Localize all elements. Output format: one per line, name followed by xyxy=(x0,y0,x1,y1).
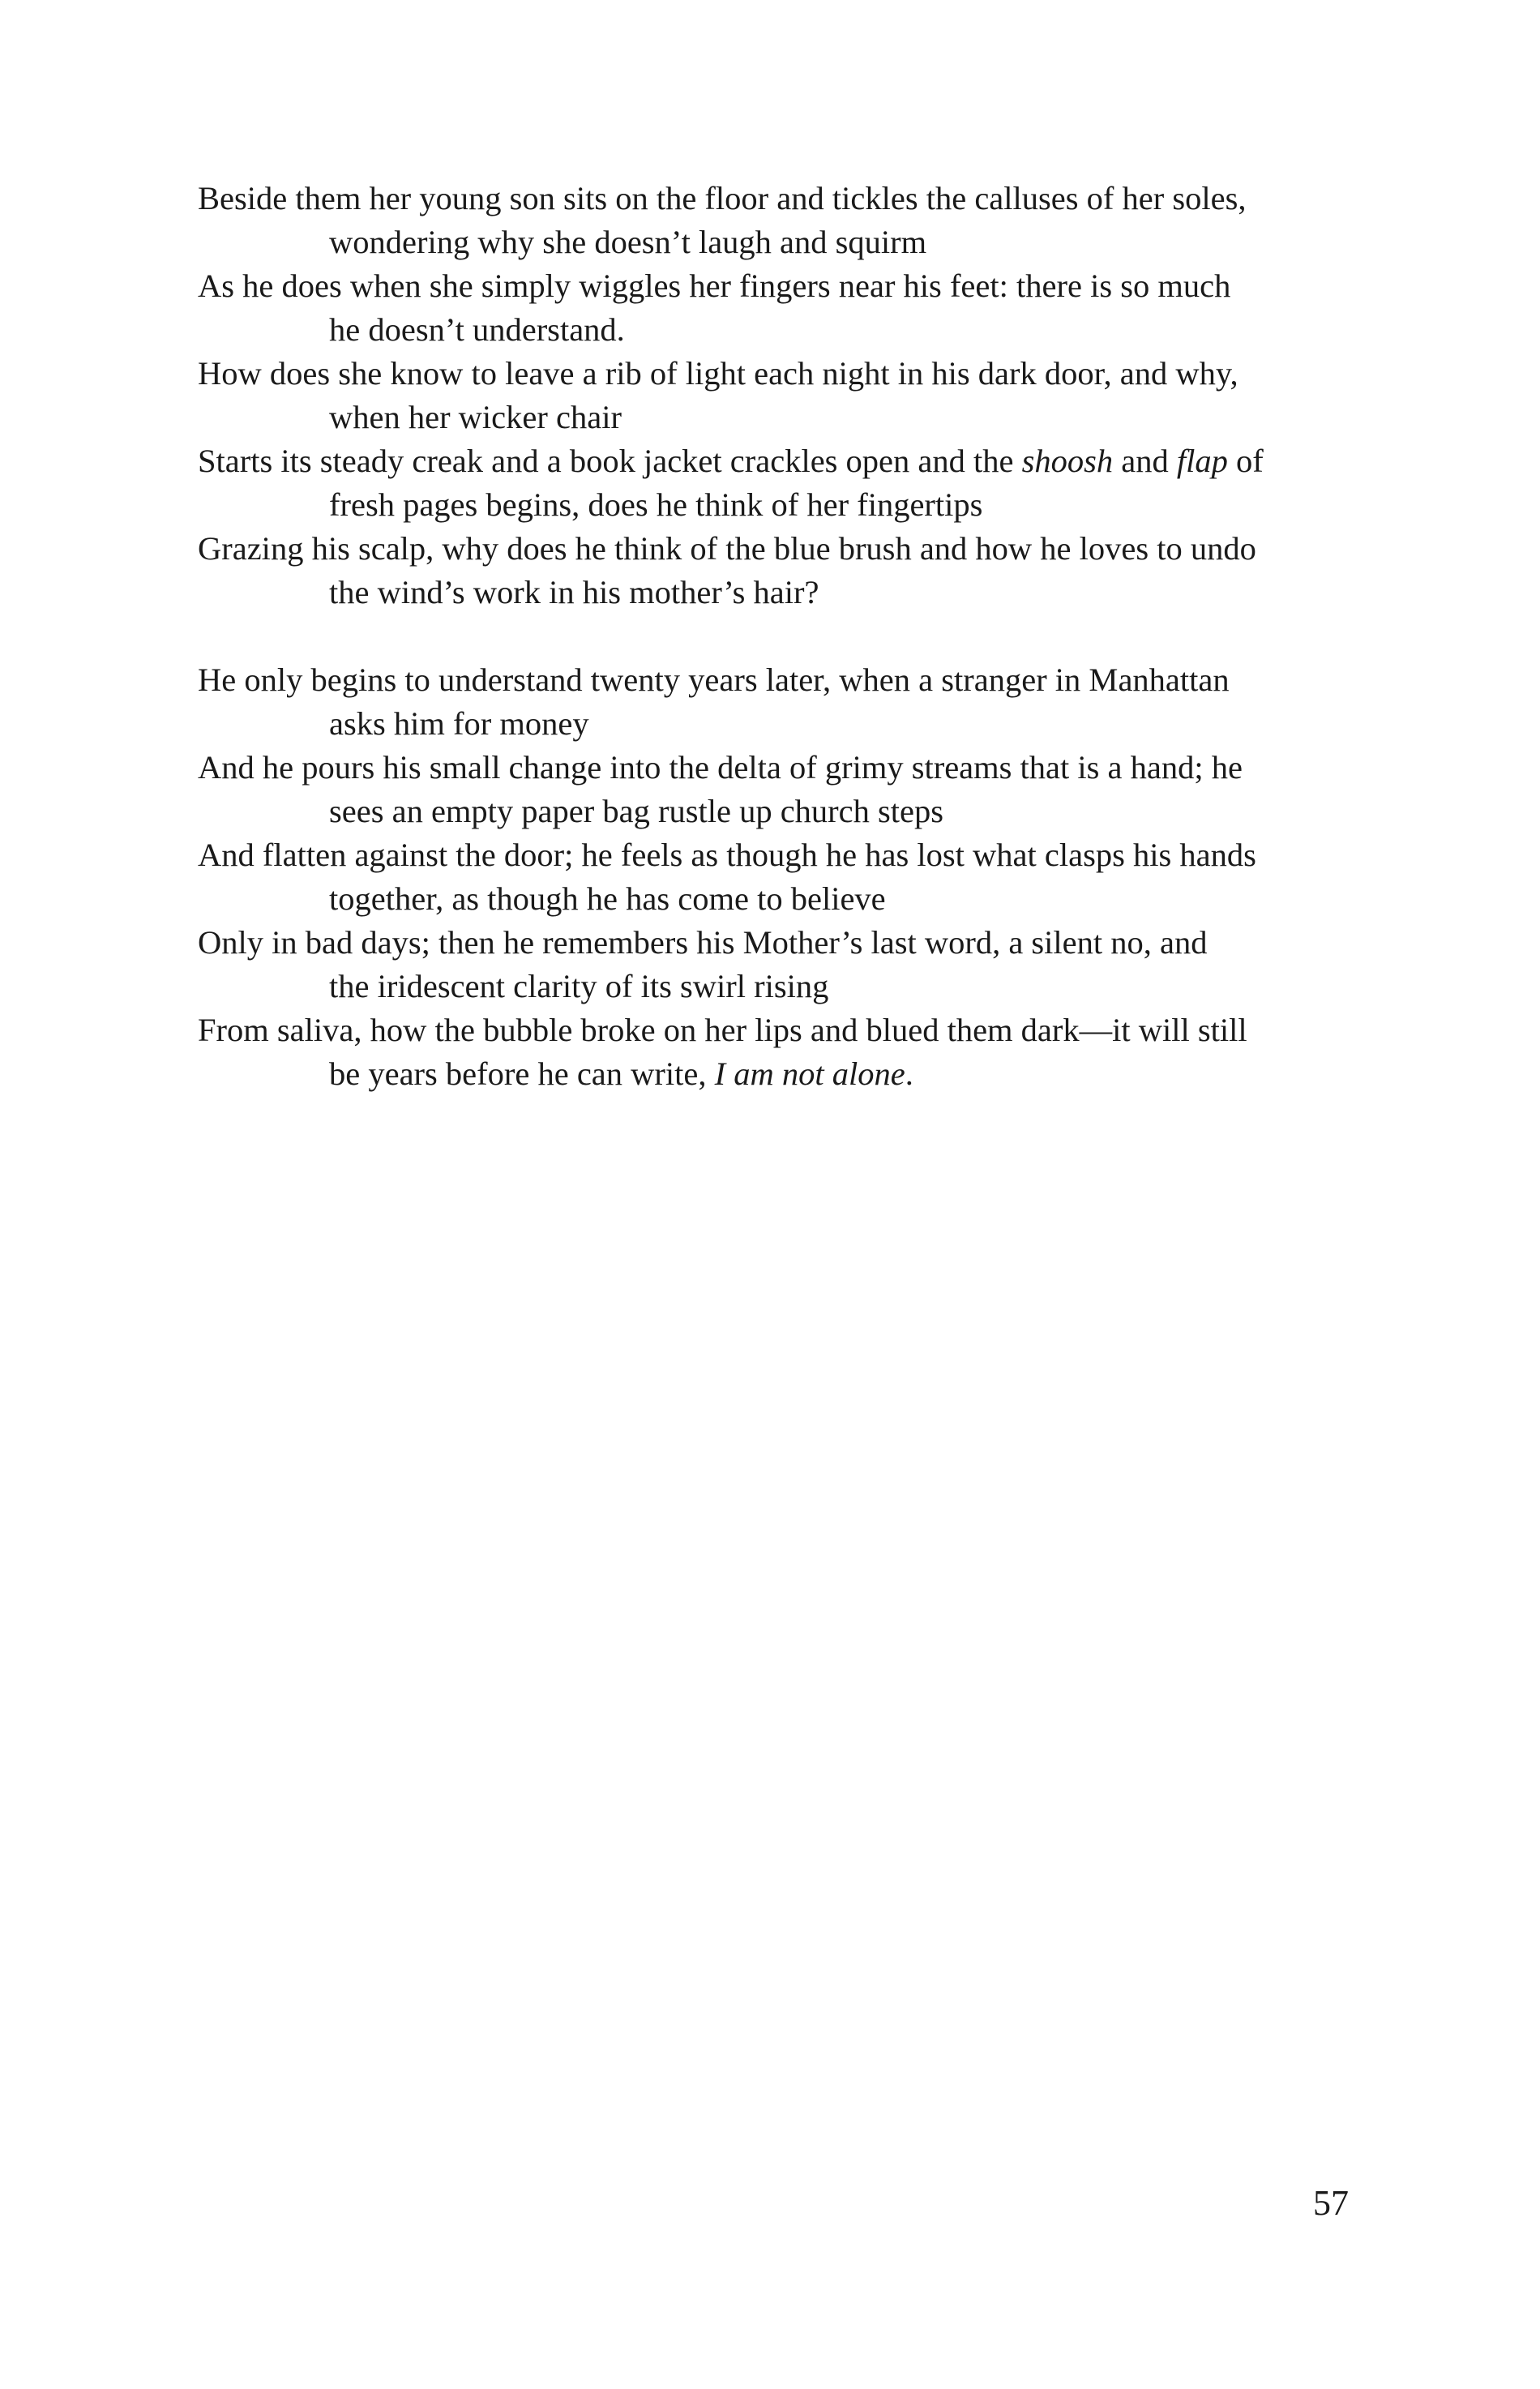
poem-stanza xyxy=(198,658,1365,1096)
line-text: be years before he can write, xyxy=(329,1055,715,1092)
line-continuation: wondering why she doesn’t laugh and squirm xyxy=(329,224,927,260)
poem-stanza xyxy=(198,177,1365,614)
line-text: and xyxy=(1113,443,1177,479)
line-continuation: fresh pages begins, does he think of her fingertips xyxy=(329,486,983,523)
page-number: 57 xyxy=(1313,2183,1349,2223)
line-text: From saliva, how the bubble broke on her lips and blued them dark—it will still xyxy=(198,1012,1247,1048)
poem-line xyxy=(198,921,1365,1008)
line-text: And he pours his small change into the delta of grimy streams that is a hand; he xyxy=(198,749,1243,786)
line-continuation: together, as though he has come to believe xyxy=(329,880,886,917)
poem-line xyxy=(198,527,1365,614)
poem-line xyxy=(198,177,1365,264)
poem-line xyxy=(198,833,1365,921)
poem-line xyxy=(198,658,1365,746)
line-continuation: asks him for money xyxy=(329,705,589,742)
line-continuation: the iridescent clarity of its swirl rising xyxy=(329,968,829,1004)
poem-line xyxy=(198,264,1365,352)
poem-line xyxy=(198,439,1365,527)
line-text: How does she know to leave a rib of light each night in his dark door, and why, xyxy=(198,355,1238,392)
line-text: Beside them her young son sits on the floor and tickles the calluses of her soles, xyxy=(198,180,1247,216)
line-text: Only in bad days; then he remembers his Mother’s last word, a silent no, and xyxy=(198,924,1208,961)
line-text: . xyxy=(905,1055,913,1092)
line-continuation: the wind’s work in his mother’s hair? xyxy=(329,574,819,610)
italic-phrase-i-am-not-alone: I am not alone xyxy=(714,1055,905,1092)
line-text: Grazing his scalp, why does he think of the blue brush and how he loves to undo xyxy=(198,530,1256,567)
line-text: Starts its steady creak and a book jacket crackles open and the xyxy=(198,443,1022,479)
line-text: of xyxy=(1227,443,1264,479)
line-text: He only begins to understand twenty years later, when a stranger in Manhattan xyxy=(198,661,1230,698)
poem-line xyxy=(198,1008,1365,1096)
italic-word-shoosh: shoosh xyxy=(1021,443,1114,479)
line-continuation: he doesn’t understand. xyxy=(329,311,625,348)
line-text: As he does when she simply wiggles her fingers near his feet: there is so much xyxy=(198,268,1231,304)
line-continuation xyxy=(329,1052,1365,1096)
poem-line xyxy=(198,746,1365,833)
line-text: And flatten against the door; he feels as though he has lost what clasps his hands xyxy=(198,837,1256,873)
italic-word-flap: flap xyxy=(1176,443,1228,479)
poem-line xyxy=(198,352,1365,439)
line-continuation: sees an empty paper bag rustle up church steps xyxy=(329,793,944,829)
line-continuation: when her wicker chair xyxy=(329,399,622,435)
